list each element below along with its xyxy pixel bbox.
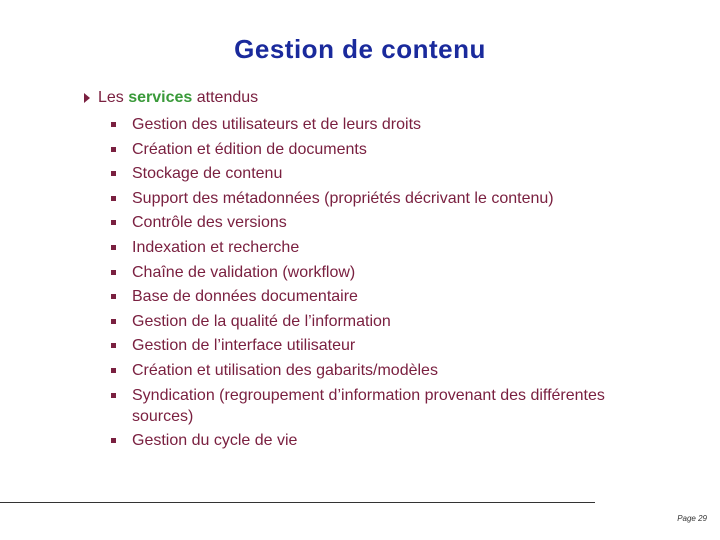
- list-item-text: Contrôle des versions: [132, 214, 287, 232]
- intro-prefix: Les: [98, 89, 124, 106]
- square-bullet-icon: [111, 294, 116, 299]
- square-bullet-icon: [111, 393, 116, 398]
- list-item-text: Gestion de la qualité de l’information: [132, 312, 391, 330]
- list-item: [111, 430, 651, 451]
- list-item: [111, 385, 651, 427]
- square-bullet-icon: [111, 319, 116, 324]
- services-list: [111, 114, 651, 455]
- list-item-text: Stockage de contenu: [132, 165, 283, 183]
- intro-suffix: attendus: [196, 89, 259, 106]
- list-item-text: Chaîne de validation (workflow): [132, 263, 356, 281]
- square-bullet-icon: [111, 171, 116, 176]
- list-item: [111, 335, 651, 356]
- list-item-text: Gestion de l’interface utilisateur: [132, 337, 356, 355]
- list-item: [111, 188, 651, 209]
- triangle-bullet-icon: [84, 93, 90, 103]
- list-item-text: Création et utilisation des gabarits/modèles: [132, 361, 438, 379]
- square-bullet-icon: [111, 196, 116, 201]
- list-item-text: Gestion des utilisateurs et de leurs droits: [132, 116, 422, 133]
- square-bullet-icon: [111, 368, 116, 373]
- list-item-text: Gestion du cycle de vie: [132, 432, 298, 450]
- square-bullet-icon: [111, 343, 116, 348]
- square-bullet-icon: [111, 438, 116, 443]
- square-bullet-icon: [111, 147, 116, 152]
- list-item: [111, 286, 651, 307]
- list-item: [111, 311, 651, 332]
- footer-divider: [0, 502, 595, 503]
- list-item: [111, 212, 651, 233]
- list-item: [111, 139, 651, 160]
- list-item: [111, 163, 651, 184]
- list-item-text: Support des métadonnées (propriétés décrivant le contenu): [132, 189, 554, 207]
- list-item-text: Création et édition de documents: [132, 140, 367, 158]
- square-bullet-icon: [111, 270, 116, 275]
- intro-highlight: services: [128, 89, 193, 106]
- list-item-text: Syndication (regroupement d’information provenant des différentes sources): [132, 386, 605, 425]
- square-bullet-icon: [111, 220, 116, 225]
- list-item: [111, 237, 651, 258]
- list-item: [111, 114, 651, 135]
- list-item-text: Base de données documentaire: [132, 288, 358, 306]
- list-item: [111, 262, 651, 283]
- page-number: Page 29: [677, 514, 707, 523]
- list-item: [111, 360, 651, 381]
- square-bullet-icon: [111, 122, 116, 127]
- intro-bullet: [82, 89, 258, 107]
- list-item-text: Indexation et recherche: [132, 238, 300, 256]
- slide-title: Gestion de contenu: [234, 34, 486, 64]
- square-bullet-icon: [111, 245, 116, 250]
